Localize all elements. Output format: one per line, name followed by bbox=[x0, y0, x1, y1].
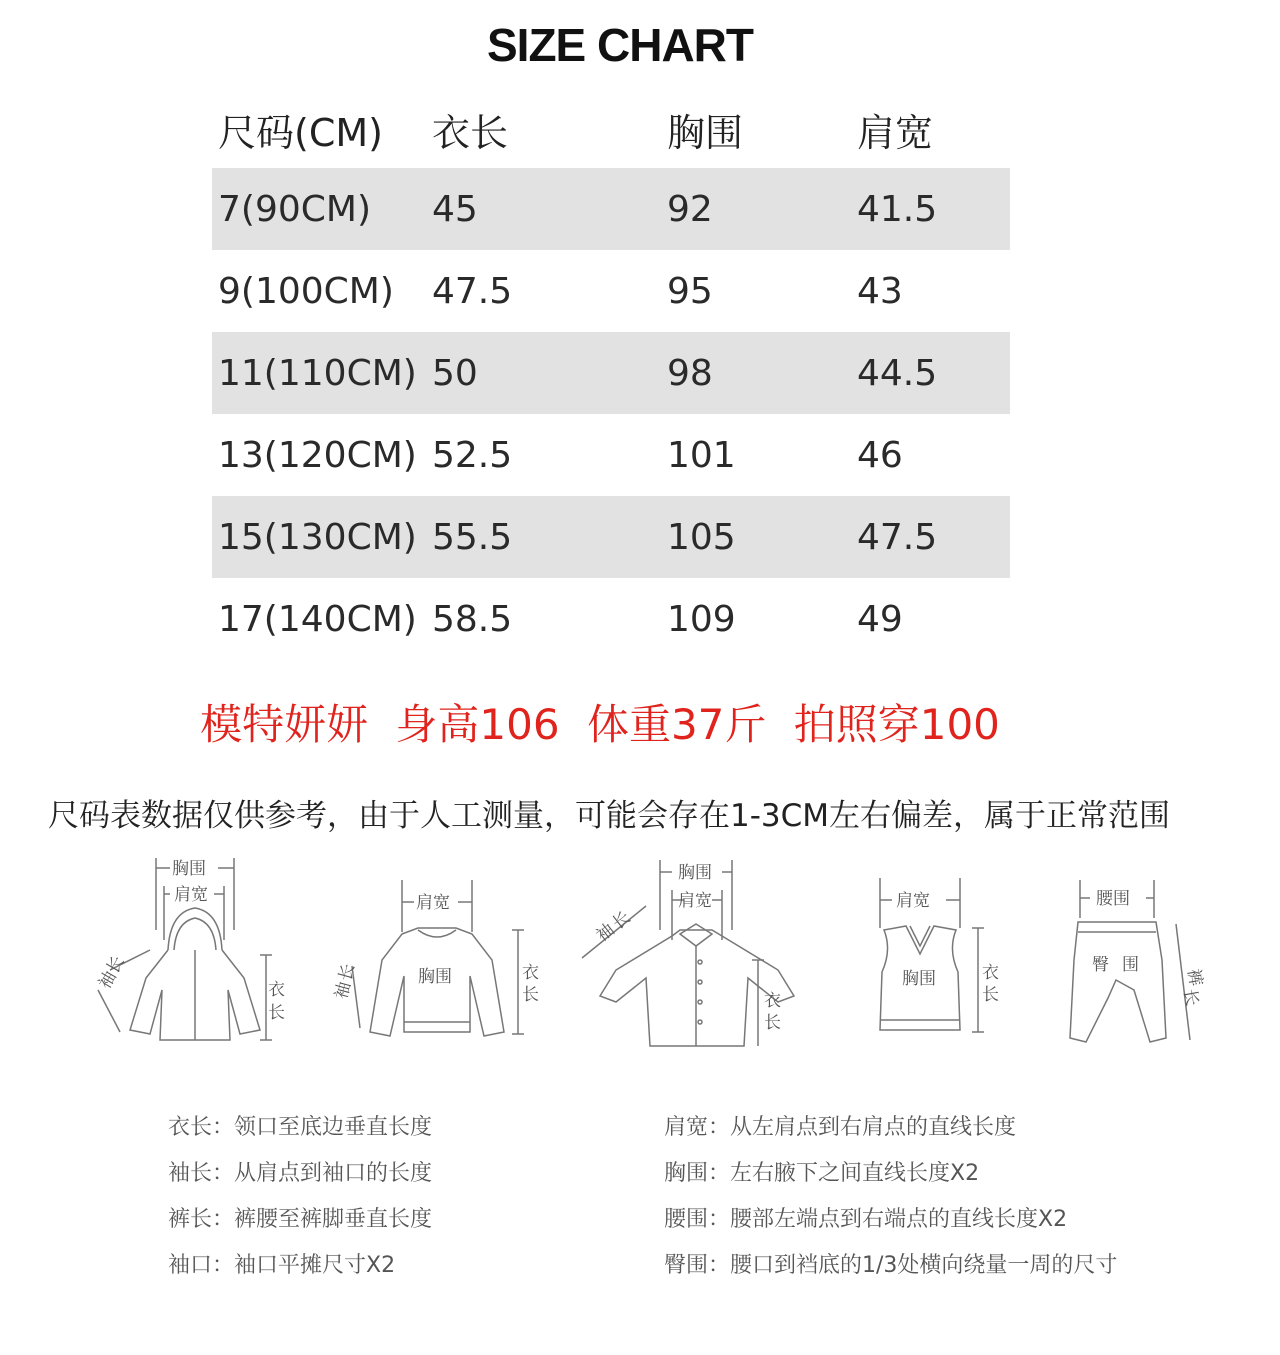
definition-item: 袖口：袖口平摊尺寸X2 bbox=[168, 1253, 396, 1278]
label-length-a: 衣 bbox=[522, 963, 539, 983]
table-row bbox=[212, 414, 1010, 496]
definition-item: 胸围：左右腋下之间直线长度X2 bbox=[664, 1161, 980, 1186]
garment-diagrams bbox=[90, 850, 1230, 1060]
model-info: 模特妍妍 身高106 体重37斤 拍照穿100 bbox=[200, 700, 1000, 749]
definition-item: 腰围：腰部左端点到右端点的直线长度X2 bbox=[664, 1207, 1068, 1232]
table-row bbox=[212, 496, 1010, 578]
label-shoulder: 肩宽 bbox=[416, 893, 450, 913]
label-sleeve-a: 袖 bbox=[95, 967, 121, 993]
definition-item: 袖长：从肩点到袖口的长度 bbox=[168, 1161, 433, 1186]
pants-icon bbox=[1050, 850, 1230, 1060]
cell-shoulder: 46 bbox=[857, 434, 903, 476]
cell-chest: 105 bbox=[667, 516, 736, 558]
table-row bbox=[212, 332, 1010, 414]
cell-size: 9(100CM) bbox=[218, 270, 394, 312]
cell-size: 17(140CM) bbox=[218, 598, 417, 640]
cell-shoulder: 43 bbox=[857, 270, 903, 312]
hooded-jacket-icon bbox=[90, 850, 300, 1060]
label-length-b: 长 bbox=[764, 1013, 781, 1033]
cell-length: 55.5 bbox=[432, 516, 513, 558]
disclaimer-text: 尺码表数据仅供参考，由于人工测量，可能会存在1-3CM左右偏差，属于正常范围 bbox=[48, 798, 1171, 834]
label-shoulder: 肩宽 bbox=[896, 891, 930, 911]
label-length-a: 衣 bbox=[982, 963, 999, 983]
vest-icon bbox=[850, 850, 1020, 1060]
page-title: SIZE CHART bbox=[487, 19, 753, 71]
cell-shoulder: 49 bbox=[857, 598, 903, 640]
header-size: 尺码(CM) bbox=[218, 110, 383, 155]
sweatshirt-icon bbox=[330, 850, 540, 1060]
label-length-b: 长 bbox=[268, 1003, 285, 1023]
label-sleeve-b: 长 bbox=[103, 952, 129, 978]
label-shoulder: 肩宽 bbox=[678, 891, 712, 911]
label-chest: 胸围 bbox=[418, 967, 452, 987]
label-sleeve-a: 袖 bbox=[592, 919, 619, 946]
cell-size: 11(110CM) bbox=[218, 352, 417, 394]
label-chest: 胸围 bbox=[678, 863, 712, 883]
cell-chest: 95 bbox=[667, 270, 713, 312]
label-pants-a: 裤 bbox=[1183, 967, 1206, 988]
cell-chest: 101 bbox=[667, 434, 736, 476]
cell-chest: 92 bbox=[667, 188, 713, 230]
cell-size: 7(90CM) bbox=[218, 188, 371, 230]
definitions-right bbox=[664, 1105, 1117, 1289]
definition-item: 裤长：裤腰至裤脚垂直长度 bbox=[168, 1207, 433, 1232]
label-length-a: 衣 bbox=[268, 980, 285, 1000]
header-length: 衣长 bbox=[432, 110, 509, 155]
cell-length: 45 bbox=[432, 188, 478, 230]
cell-chest: 98 bbox=[667, 352, 713, 394]
label-hip-a: 臀 bbox=[1092, 955, 1109, 975]
label-length-b: 长 bbox=[982, 985, 999, 1005]
definition-item: 臀围：腰口到裆底的1/3处横向绕量一周的尺寸 bbox=[664, 1253, 1118, 1278]
cell-length: 58.5 bbox=[432, 598, 513, 640]
header-chest: 胸围 bbox=[667, 110, 744, 155]
label-chest: 胸围 bbox=[902, 969, 936, 989]
label-length-b: 长 bbox=[522, 985, 539, 1005]
cell-size: 15(130CM) bbox=[218, 516, 417, 558]
cell-shoulder: 44.5 bbox=[857, 352, 938, 394]
definition-item: 衣长：领口至底边垂直长度 bbox=[168, 1115, 433, 1140]
cell-size: 13(120CM) bbox=[218, 434, 417, 476]
cell-shoulder: 41.5 bbox=[857, 188, 938, 230]
header-shoulder: 肩宽 bbox=[857, 110, 934, 155]
label-hip-b: 围 bbox=[1122, 955, 1139, 975]
definitions-left bbox=[168, 1105, 432, 1289]
label-length-a: 衣 bbox=[764, 991, 781, 1011]
label-sleeve-a: 袖 bbox=[331, 979, 356, 1002]
cell-chest: 109 bbox=[667, 598, 736, 640]
label-waist: 腰围 bbox=[1096, 889, 1130, 909]
cell-length: 52.5 bbox=[432, 434, 513, 476]
cell-length: 47.5 bbox=[432, 270, 513, 312]
cell-shoulder: 47.5 bbox=[857, 516, 938, 558]
table-header bbox=[212, 90, 1010, 168]
cell-length: 50 bbox=[432, 352, 478, 394]
table-row bbox=[212, 578, 1010, 660]
label-shoulder: 肩宽 bbox=[174, 885, 208, 905]
shirt-icon bbox=[572, 850, 822, 1060]
table-row bbox=[212, 168, 1010, 250]
label-sleeve-b: 长 bbox=[608, 907, 635, 934]
size-table bbox=[212, 90, 1010, 660]
label-chest: 胸围 bbox=[172, 859, 206, 879]
definition-item: 肩宽：从左肩点到右肩点的直线长度 bbox=[664, 1115, 1017, 1140]
table-row bbox=[212, 250, 1010, 332]
label-sleeve-b: 长 bbox=[335, 961, 360, 984]
label-pants-b: 长 bbox=[1179, 987, 1202, 1008]
